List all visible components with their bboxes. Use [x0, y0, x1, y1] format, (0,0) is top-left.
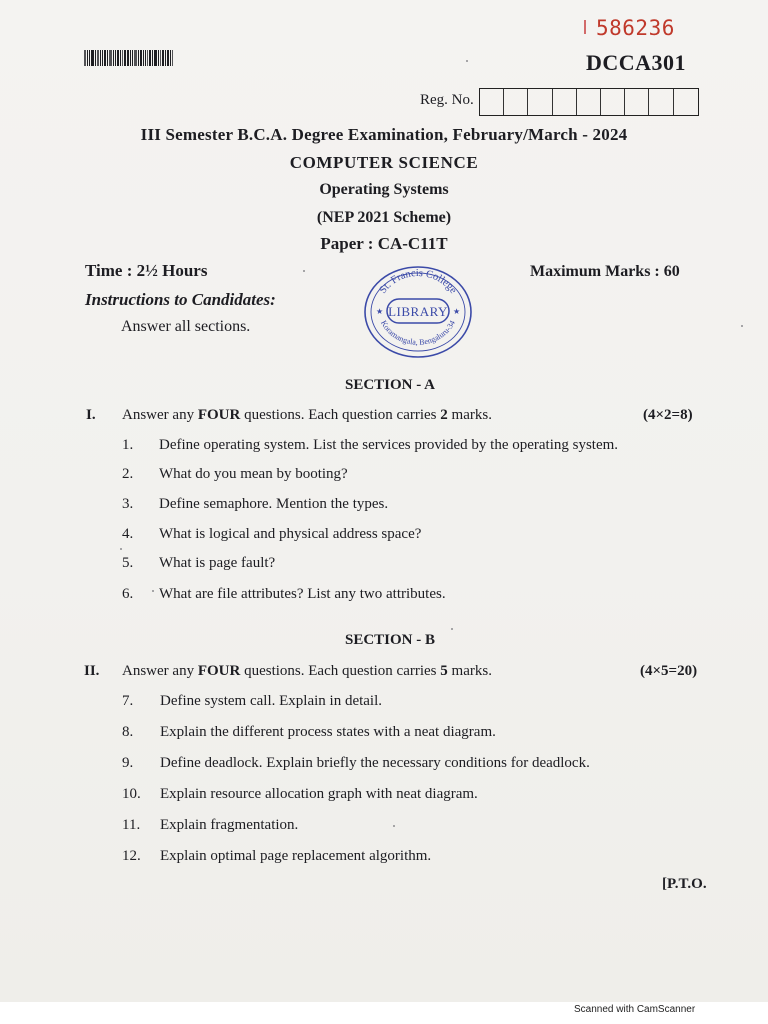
- reg-no-box: [601, 89, 625, 115]
- section-b-roman: II.: [84, 663, 100, 679]
- question-number: 4.: [122, 526, 134, 542]
- reg-no-box: [625, 89, 649, 115]
- paper-title: Paper : CA-C11T: [320, 234, 448, 253]
- stamp-bottom-text: Koramangala, Bengaluru-34: [379, 318, 457, 347]
- exam-title: III Semester B.C.A. Degree Examination, February/March - 2024: [140, 125, 628, 144]
- question-number: 11.: [122, 817, 141, 833]
- question-text: Explain the different process states with a neat diagram.: [160, 724, 496, 740]
- question-text: What is page fault?: [159, 555, 276, 571]
- question-number: 6.: [122, 586, 134, 602]
- question-text: Define semaphore. Mention the types.: [159, 496, 389, 512]
- stamp-top-text: St. Francis College: [377, 267, 459, 296]
- question-text: What are file attributes? List any two attributes.: [159, 586, 446, 602]
- section-b-marks: (4×5=20): [640, 663, 698, 679]
- svg-text:★: ★: [376, 307, 384, 316]
- question-text: What do you mean by booting?: [159, 466, 348, 482]
- question-text: Explain fragmentation.: [160, 817, 299, 833]
- instructions-heading: Instructions to Candidates:: [85, 290, 276, 309]
- section-a-roman: I.: [86, 407, 96, 423]
- question-number: 8.: [122, 724, 134, 740]
- question-text: Define operating system. List the services provided by the operating system.: [159, 437, 619, 453]
- question-number: 12.: [122, 848, 141, 864]
- scanner-watermark: Scanned with CamScanner: [574, 1004, 696, 1015]
- please-turn-over: [P.T.O.: [662, 876, 707, 892]
- reg-no-box: [480, 89, 504, 115]
- question-number: 5.: [122, 555, 134, 571]
- reg-no-box: [553, 89, 577, 115]
- scheme-title: (NEP 2021 Scheme): [316, 209, 452, 226]
- serial-tick-mark: [584, 20, 586, 34]
- question-number: 1.: [122, 437, 134, 453]
- question-number: 10.: [122, 786, 141, 802]
- barcode-icon: [84, 50, 186, 66]
- reg-no-label: Reg. No.: [420, 92, 474, 108]
- section-a-heading: SECTION - A: [344, 377, 436, 393]
- question-text: What is logical and physical address space?: [159, 526, 422, 542]
- question-text: Define deadlock. Explain briefly the necessary conditions for deadlock.: [160, 755, 590, 771]
- section-a-instruction: Answer any FOUR questions. Each question carries 2 marks.: [122, 407, 492, 423]
- reg-no-box: [649, 89, 673, 115]
- question-number: 9.: [122, 755, 134, 771]
- serial-number: 586236: [596, 16, 675, 40]
- library-stamp-icon: [362, 264, 474, 360]
- svg-text:St. Francis College: [377, 268, 458, 296]
- time-allowed: Time : 2½ Hours: [85, 261, 208, 280]
- question-text: Define system call. Explain in detail.: [160, 693, 383, 709]
- reg-no-box: [528, 89, 552, 115]
- reg-no-boxes: [479, 88, 699, 116]
- paper-code: DCCA301: [586, 50, 687, 75]
- reg-no-box: [674, 89, 698, 115]
- question-text: Explain optimal page replacement algorithm.: [160, 848, 432, 864]
- maximum-marks: Maximum Marks : 60: [530, 263, 680, 280]
- question-number: 2.: [122, 466, 134, 482]
- question-number: 7.: [122, 693, 134, 709]
- subject-title: COMPUTER SCIENCE: [289, 153, 479, 172]
- course-title: Operating Systems: [319, 181, 449, 198]
- question-number: 3.: [122, 496, 134, 512]
- reg-no-box: [577, 89, 601, 115]
- section-a-marks: (4×2=8): [643, 407, 693, 423]
- section-b-instruction: Answer any FOUR questions. Each question carries 5 marks.: [122, 663, 492, 679]
- question-text: Explain resource allocation graph with neat diagram.: [160, 786, 478, 802]
- reg-no-box: [504, 89, 528, 115]
- stamp-center-text: LIBRARY: [388, 304, 448, 319]
- section-b-heading: SECTION - B: [344, 632, 436, 648]
- svg-text:★: ★: [453, 307, 461, 316]
- instructions-text: Answer all sections.: [121, 318, 251, 335]
